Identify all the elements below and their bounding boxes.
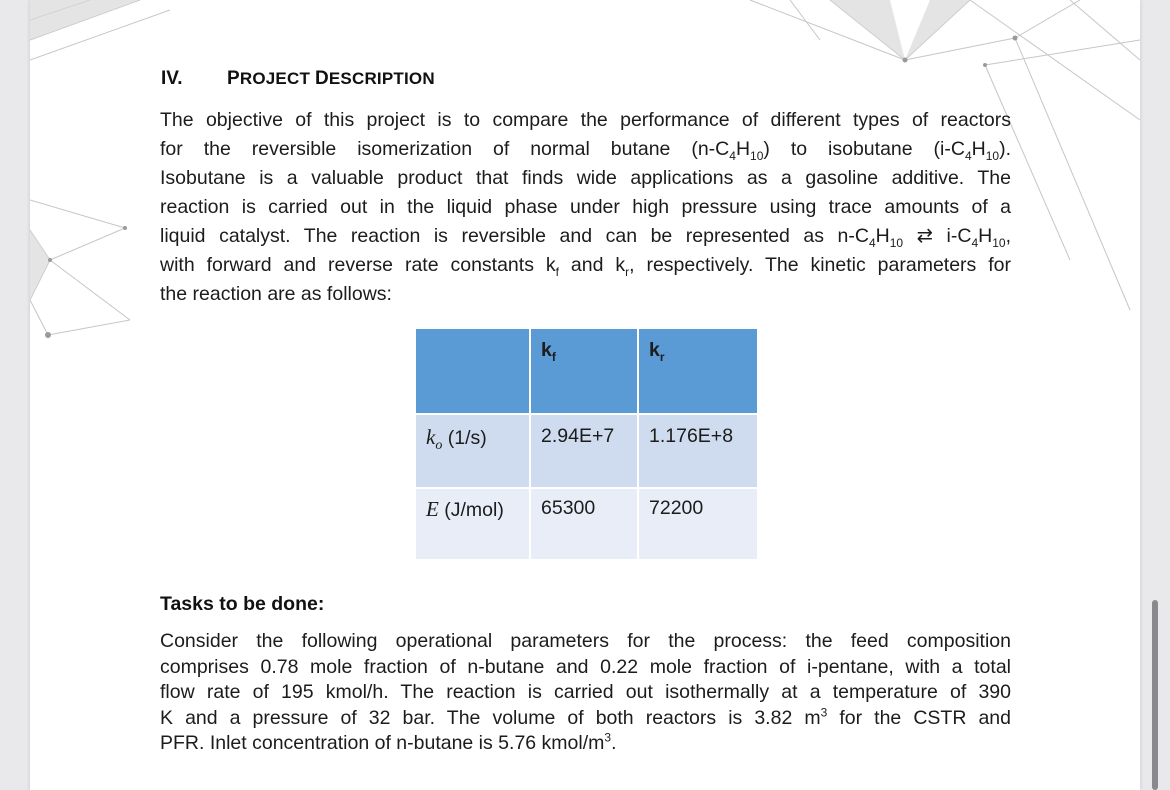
table-header-row: [415, 328, 758, 414]
section-heading: [161, 68, 435, 90]
intro-line: for the reversible isomerization of normal butane $(n-C_4H_{10})$ to isobutane $(i-C_4H_{10})$.: [160, 138, 1012, 163]
intro-line: liquid catalyst. The reaction is reversible and can be represented as $n-C_4H_{10}$ ⇄ $i-C_4H_{10}$,: [160, 225, 1011, 250]
cell-ko-kf: 2.94E+7: [530, 414, 638, 488]
row-label-e: E (J/mol): [415, 488, 530, 560]
table-header-kf: $k_f$: [530, 328, 638, 414]
section-title: PROJECT DESCRIPTION: [227, 68, 435, 89]
tasks-line: K and a pressure of 32 bar. The volume of both reactors is 3.82 $m^3$ for the CSTR and: [160, 705, 1011, 729]
row-label-ko: $k_o$ (1/s): [415, 414, 530, 488]
tasks-line: flow rate of 195 kmol/h. The reaction is carried out isothermally at a temperature of 390: [160, 681, 1011, 703]
vertical-scrollbar[interactable]: [1152, 600, 1158, 790]
cell-e-kr: 72200: [638, 488, 758, 560]
section-number: IV.: [161, 68, 183, 89]
intro-line: The objective of this project is to compare the performance of different types of reactors: [160, 109, 1011, 131]
intro-paragraph: [160, 106, 1011, 309]
intro-line: with forward and reverse rate constants $k_f$ and $k_r$, respectively. The kinetic parameters for: [160, 254, 1011, 279]
tasks-line: PFR. Inlet concentration of n-butane is 5.76 kmol/$m^3$.: [160, 730, 617, 754]
table-row: [415, 488, 758, 560]
cell-e-kf: 65300: [530, 488, 638, 560]
tasks-paragraph: [160, 629, 1011, 757]
tasks-line: comprises 0.78 mole fraction of n-butane and 0.22 mole fraction of i-pentane, with a total: [160, 655, 1011, 678]
intro-line: reaction is carried out in the liquid phase under high pressure using trace amounts of a: [160, 196, 1011, 218]
table-header-cell-empty: [415, 328, 530, 414]
kinetic-parameters-table: [414, 327, 759, 561]
intro-line: Isobutane is a valuable product that finds wide applications as a gasoline additive. The: [160, 167, 1011, 189]
document-page: [30, 0, 1140, 790]
table-row: [415, 414, 758, 488]
cell-ko-kr: 1.176E+8: [638, 414, 758, 488]
tasks-line: Consider the following operational parameters for the process: the feed composition: [160, 630, 1011, 652]
tasks-heading: Tasks to be done:: [160, 593, 325, 615]
intro-line: the reaction are as follows:: [160, 283, 392, 305]
table-header-kr: $k_r$: [638, 328, 758, 414]
